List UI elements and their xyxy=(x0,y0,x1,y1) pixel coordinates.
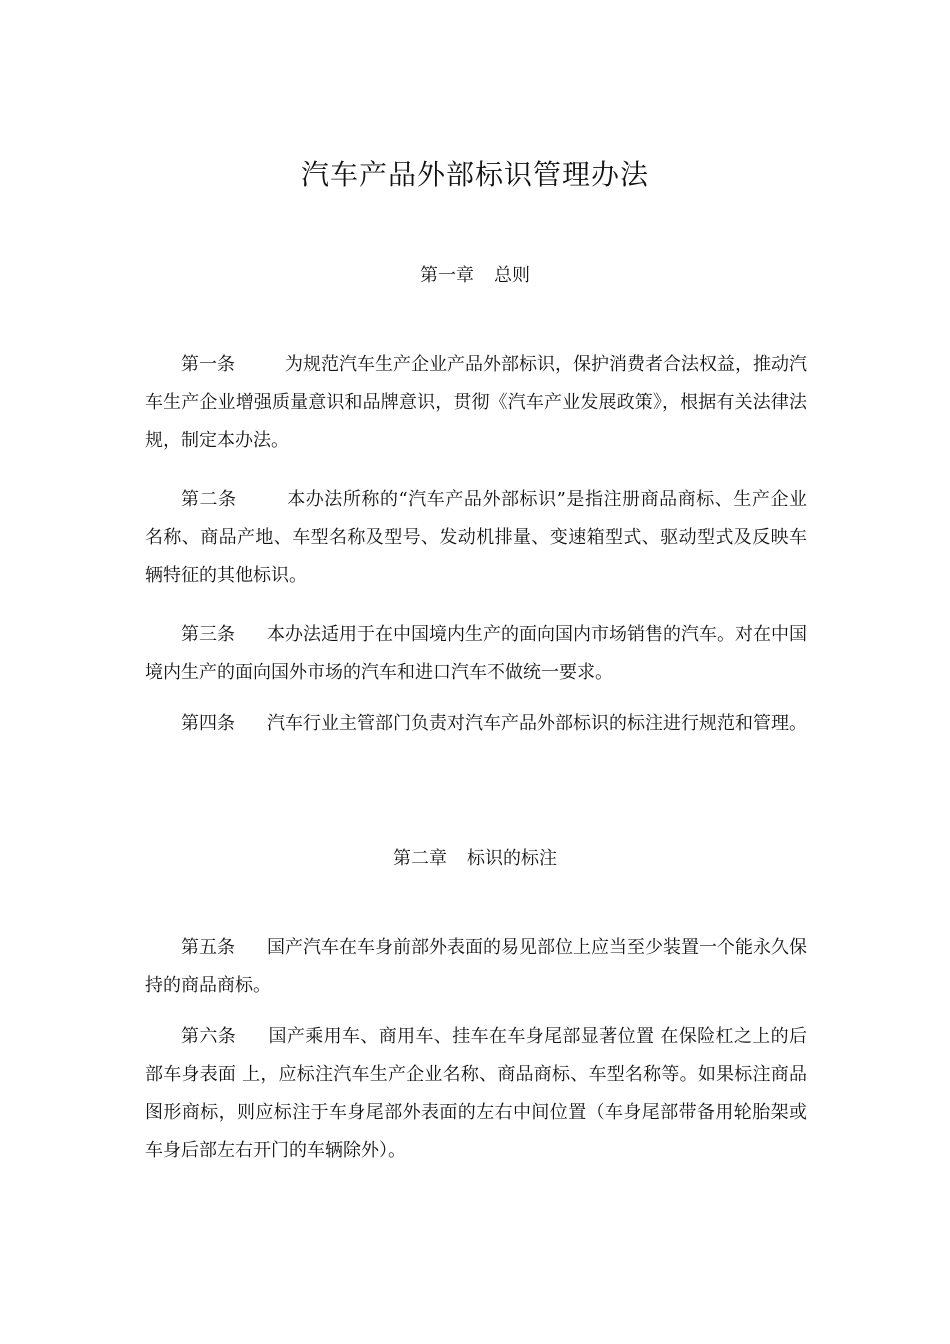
article-text: 汽车行业主管部门负责对汽车产品外部标识的标注进行规范和管理。 xyxy=(267,713,807,734)
article-label: 第二条 xyxy=(181,489,237,510)
article-paragraph xyxy=(145,929,807,1005)
article-text: 本办法适用于在中国境内生产的面向国内市场销售的汽车。对在中国境内生产的面向国外市场的汽车和进口汽车不做统一要求。 xyxy=(145,624,807,683)
article-text: 本办法所称的“汽车产品外部标识”是指注册商品商标、生产企业名称、商品产地、车型名称及型号、发动机排量、变速箱型式、驱动型式及反映车辆特征的其他标识。 xyxy=(145,489,808,586)
document-title: 汽车产品外部标识管理办法 xyxy=(300,158,649,191)
article-text: 国产乘用车、商用车、挂车在车身尾部显著位置 在保险杠之上的后部车身表面 上，应标注汽车生产企业名称、商品商标、车型名称等。如果标注商品图形商标，则应标注于车身尾部外表面的左右中间位置（车身尾部带备用轮胎架或车身后部左右开门的车辆除外）。 xyxy=(145,1026,808,1161)
article-paragraph xyxy=(145,346,807,460)
article-paragraph xyxy=(145,616,807,692)
article-label: 第五条 xyxy=(181,937,235,958)
article-text: 国产汽车在车身前部外表面的易见部位上应当至少装置一个能永久保持的商品商标。 xyxy=(145,937,807,996)
article-paragraph xyxy=(145,705,807,743)
article-label: 第四条 xyxy=(181,713,235,734)
chapter-number: 第一章 xyxy=(420,265,474,286)
chapter-number: 第二章 xyxy=(393,848,447,869)
chapter-name: 总则 xyxy=(494,265,530,286)
article-label: 第六条 xyxy=(181,1026,237,1047)
article-text: 为规范汽车生产企业产品外部标识，保护消费者合法权益，推动汽车生产企业增强质量意识和品牌意识，贯彻《汽车产业发展政策》，根据有关法律法规，制定本办法。 xyxy=(145,354,807,451)
article-label: 第一条 xyxy=(181,354,235,375)
chapter-name: 标识的标注 xyxy=(467,848,557,869)
chapter-heading xyxy=(0,263,950,289)
article-paragraph xyxy=(145,481,807,595)
chapter-heading xyxy=(0,846,950,872)
article-paragraph xyxy=(145,1018,807,1170)
article-label: 第三条 xyxy=(181,624,235,645)
